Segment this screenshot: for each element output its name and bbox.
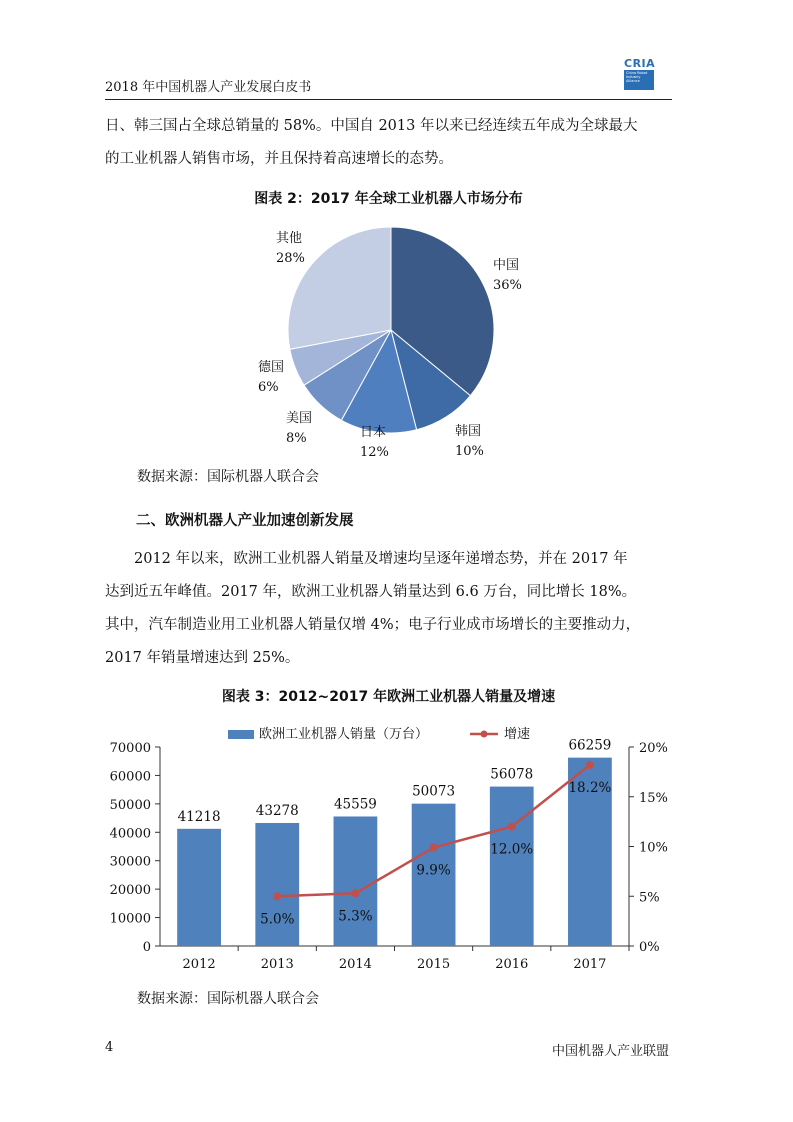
left-tick-label: 40000 xyxy=(109,826,151,842)
paragraph-line: 2012 年以来，欧洲工业机器人销量及增速均呈逐年递增态势，并在 2017 年 xyxy=(134,551,628,567)
figure-3-title: 图表 3：2012~2017 年欧洲工业机器人销量及增速 xyxy=(221,689,556,705)
paragraph-line: 其中，汽车制造业用工业机器人销量仅增 4%；电子行业成市场增长的主要推动力， xyxy=(105,617,641,633)
pie-label-name: 中国 xyxy=(493,258,520,273)
paragraph-2-cont xyxy=(105,576,672,675)
right-tick-label: 15% xyxy=(639,790,668,806)
pie-label-name: 其他 xyxy=(276,231,303,246)
x-tick-label: 2014 xyxy=(338,957,372,972)
pie-label-usa xyxy=(286,409,312,449)
bar-value-label: 50073 xyxy=(412,783,456,800)
growth-point-2015 xyxy=(430,844,438,852)
paragraph-2 xyxy=(105,543,672,576)
x-tick-label: 2015 xyxy=(417,957,451,972)
paragraph-1 xyxy=(105,110,672,176)
growth-label: 18.2% xyxy=(568,779,612,796)
cria-logo xyxy=(624,57,658,91)
pie-label-value: 28% xyxy=(276,251,305,266)
bar-value-label: 45559 xyxy=(333,796,377,813)
logo-text: CRIA xyxy=(624,57,656,70)
pie-label-name: 美国 xyxy=(286,411,313,426)
growth-label: 5.3% xyxy=(338,908,373,925)
x-tick-label: 2017 xyxy=(573,957,607,972)
bar-value-label: 43278 xyxy=(255,802,299,819)
bar-value-label: 66259 xyxy=(568,737,612,754)
paragraph-line: 达到近五年峰值。2017 年，欧洲工业机器人销量达到 6.6 万台，同比增长 18%。 xyxy=(105,584,637,600)
right-tick-label: 5% xyxy=(639,890,660,906)
pie-label-name: 日本 xyxy=(360,425,387,440)
pie-label-japan xyxy=(360,423,389,463)
pie-label-value: 12% xyxy=(360,445,389,460)
growth-point-2017 xyxy=(586,761,594,769)
bar-value-label: 41218 xyxy=(177,808,221,825)
x-tick-label: 2013 xyxy=(260,957,294,972)
pie-label-korea xyxy=(455,422,484,462)
figure-2-source: 数据来源：国际机器人联合会 xyxy=(137,469,319,485)
pie-label-other xyxy=(276,229,305,269)
legend-bar-label: 欧洲工业机器人销量（万台） xyxy=(259,727,429,742)
combo-chart xyxy=(100,715,680,985)
left-tick-label: 50000 xyxy=(109,797,151,813)
bar-2012 xyxy=(177,829,221,946)
growth-point-2013 xyxy=(273,892,281,900)
paragraph-line: 2017 年销量增速达到 25%。 xyxy=(105,650,300,666)
left-tick-label: 70000 xyxy=(109,741,151,756)
bar-value-label: 56078 xyxy=(490,766,534,783)
paragraph-line: 日、韩三国占全球总销量的 58%。中国自 2013 年以来已经连续五年成为全球最大 xyxy=(105,118,638,134)
logo-subtext: China Robot Industry Alliance xyxy=(624,70,654,90)
paragraph-line: 的工业机器人销售市场，并且保持着高速增长的态势。 xyxy=(105,151,453,167)
right-tick-label: 10% xyxy=(639,840,668,856)
left-tick-label: 0 xyxy=(142,940,151,955)
x-tick-label: 2016 xyxy=(495,957,529,972)
bar-2016 xyxy=(490,787,534,946)
bar-2014 xyxy=(334,816,378,946)
pie-label-value: 10% xyxy=(455,444,484,459)
growth-point-2014 xyxy=(351,889,359,897)
left-tick-label: 20000 xyxy=(109,883,151,899)
growth-label: 9.9% xyxy=(416,862,451,879)
legend-bar-swatch xyxy=(228,730,254,739)
page-header xyxy=(105,57,672,100)
section-heading: 二、欧洲机器人产业加速创新发展 xyxy=(136,513,354,529)
growth-label: 12.0% xyxy=(490,841,534,858)
pie-label-china xyxy=(493,256,522,296)
page-number: 4 xyxy=(105,1040,114,1055)
pie-label-value: 36% xyxy=(493,278,522,293)
pie-label-name: 韩国 xyxy=(455,424,482,439)
left-tick-label: 30000 xyxy=(109,854,151,870)
pie-label-value: 8% xyxy=(286,431,307,446)
pie-label-value: 6% xyxy=(258,380,279,395)
legend-line-label: 增速 xyxy=(504,727,531,742)
pie-chart xyxy=(280,220,510,440)
growth-label: 5.0% xyxy=(260,911,295,928)
right-tick-label: 20% xyxy=(639,741,668,756)
x-tick-label: 2012 xyxy=(182,957,216,972)
pie-label-germany xyxy=(258,358,284,398)
footer-org: 中国机器人产业联盟 xyxy=(551,1044,669,1059)
legend-line-marker xyxy=(481,731,488,738)
left-tick-label: 60000 xyxy=(109,769,151,785)
bar-2013 xyxy=(255,823,299,946)
pie-label-name: 德国 xyxy=(258,360,285,375)
figure-3-source: 数据来源：国际机器人联合会 xyxy=(137,991,319,1007)
growth-point-2016 xyxy=(508,823,516,831)
right-tick-label: 0% xyxy=(639,940,660,955)
figure-2-title: 图表 2：2017 年全球工业机器人市场分布 xyxy=(254,191,523,207)
left-tick-label: 10000 xyxy=(109,911,151,927)
header-title: 2018 年中国机器人产业发展白皮书 xyxy=(105,80,312,95)
